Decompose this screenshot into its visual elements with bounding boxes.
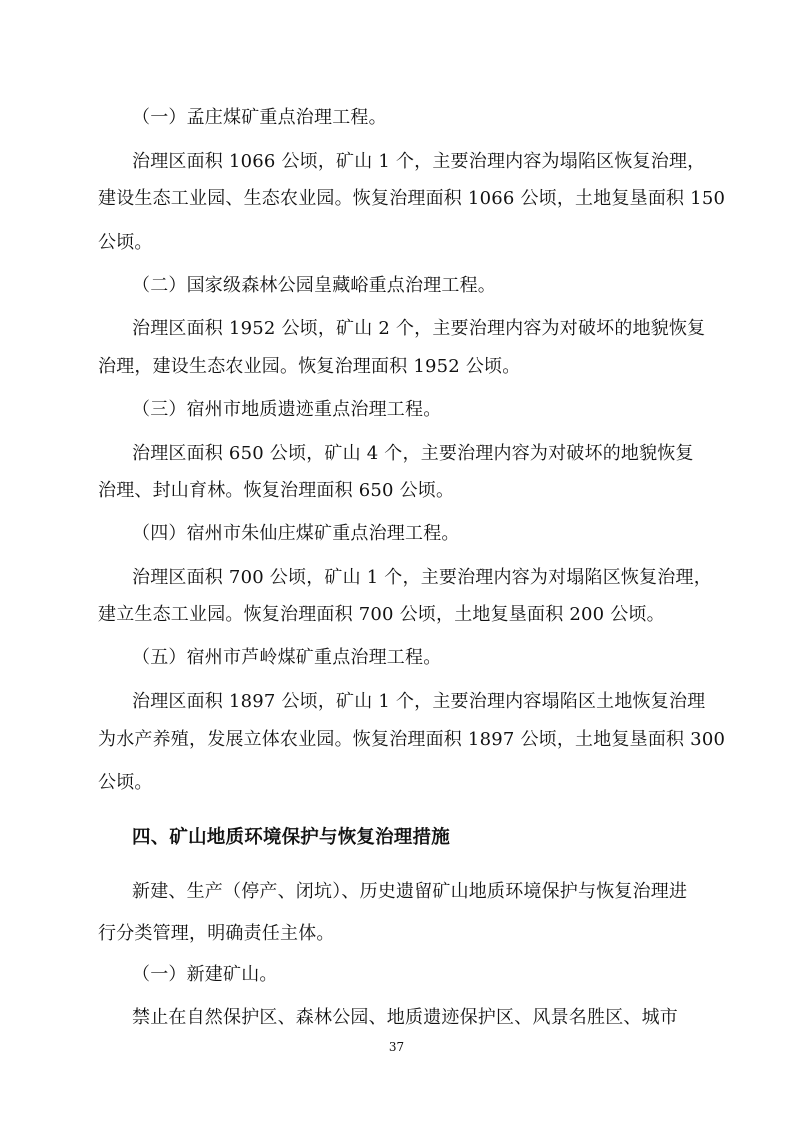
page-number: 37 — [388, 1040, 405, 1054]
paragraph-line: 治理，建设生态农业园。恢复治理面积 1952 公顷。 — [98, 356, 521, 377]
paragraph-line: 治理区面积 650 公顷，矿山 4 个，主要治理内容为对破坏的地貌恢复 — [132, 443, 694, 464]
subheading-6: （一）新建矿山。 — [132, 964, 278, 985]
paragraph-line: 治理区面积 1952 公顷，矿山 2 个，主要治理内容为对破坏的地貌恢复 — [132, 318, 706, 339]
paragraph-line: 行分类管理，明确责任主体。 — [98, 923, 335, 944]
paragraph-line: 治理区面积 1066 公顷，矿山 1 个，主要治理内容为塌陷区恢复治理， — [132, 151, 706, 172]
subheading-5: （五）宿州市芦岭煤矿重点治理工程。 — [132, 647, 442, 668]
subheading-3: （三）宿州市地质遗迹重点治理工程。 — [132, 399, 442, 420]
subheading-2: （二）国家级森林公园皇藏峪重点治理工程。 — [132, 275, 496, 296]
paragraph-line: 建立生态工业园。恢复治理面积 700 公顷，土地复垦面积 200 公顷。 — [98, 604, 665, 625]
paragraph-line: 治理区面积 1897 公顷，矿山 1 个，主要治理内容塌陷区土地恢复治理 — [132, 691, 706, 712]
paragraph-line: 公顷。 — [98, 772, 153, 793]
paragraph-line: 建设生态工业园、生态农业园。恢复治理面积 1066 公顷，土地复垦面积 150 — [98, 188, 726, 209]
paragraph-line: 禁止在自然保护区、森林公园、地质遗迹保护区、风景名胜区、城市 — [132, 1007, 678, 1028]
subheading-1: （一）孟庄煤矿重点治理工程。 — [132, 107, 387, 128]
paragraph-line: 治理区面积 700 公顷，矿山 1 个，主要治理内容为对塌陷区恢复治理， — [132, 567, 712, 588]
section-heading: 四、矿山地质环境保护与恢复治理措施 — [132, 827, 450, 848]
paragraph-line: 为水产养殖，发展立体农业园。恢复治理面积 1897 公顷，土地复垦面积 300 — [98, 729, 726, 750]
paragraph-line: 新建、生产（停产、闭坑）、历史遗留矿山地质环境保护与恢复治理进 — [132, 881, 688, 902]
paragraph-line: 治理、封山育林。恢复治理面积 650 公顷。 — [98, 480, 455, 501]
paragraph-line: 公顷。 — [98, 232, 153, 253]
subheading-4: （四）宿州市朱仙庄煤矿重点治理工程。 — [132, 523, 460, 544]
